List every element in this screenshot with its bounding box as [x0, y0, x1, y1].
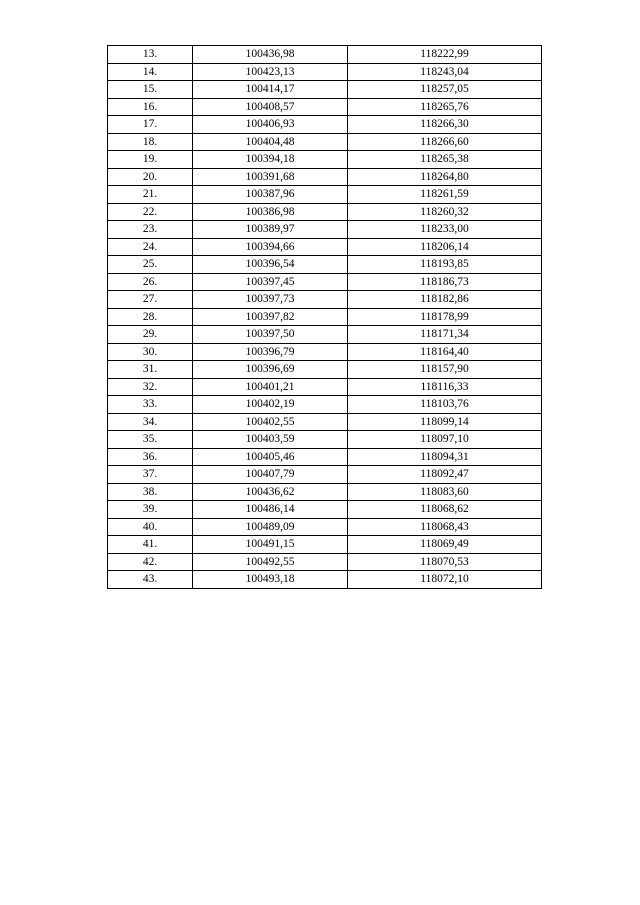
point-number-cell: 21. [108, 186, 193, 204]
x-coordinate-cell: 100389,97 [193, 221, 348, 239]
y-coordinate-cell: 118164,40 [348, 343, 542, 361]
x-coordinate-cell: 100404,48 [193, 133, 348, 151]
point-number-cell: 35. [108, 431, 193, 449]
table-row [108, 116, 542, 134]
x-coordinate-cell: 100396,79 [193, 343, 348, 361]
point-number-cell: 39. [108, 501, 193, 519]
y-coordinate-cell: 118257,05 [348, 81, 542, 99]
point-number-cell: 33. [108, 396, 193, 414]
point-number-cell: 41. [108, 536, 193, 554]
point-number-cell: 37. [108, 466, 193, 484]
point-number-cell: 29. [108, 326, 193, 344]
table-row [108, 571, 542, 589]
x-coordinate-cell: 100414,17 [193, 81, 348, 99]
point-number-cell: 34. [108, 413, 193, 431]
y-coordinate-cell: 118097,10 [348, 431, 542, 449]
y-coordinate-cell: 118264,80 [348, 168, 542, 186]
point-number-cell: 25. [108, 256, 193, 274]
table-row [108, 98, 542, 116]
table-row [108, 273, 542, 291]
point-number-cell: 36. [108, 448, 193, 466]
y-coordinate-cell: 118193,85 [348, 256, 542, 274]
x-coordinate-cell: 100436,98 [193, 46, 348, 64]
table-row [108, 431, 542, 449]
x-coordinate-cell: 100423,13 [193, 63, 348, 81]
y-coordinate-cell: 118103,76 [348, 396, 542, 414]
table-row [108, 256, 542, 274]
x-coordinate-cell: 100405,46 [193, 448, 348, 466]
x-coordinate-cell: 100387,96 [193, 186, 348, 204]
y-coordinate-cell: 118099,14 [348, 413, 542, 431]
y-coordinate-cell: 118072,10 [348, 571, 542, 589]
table-row [108, 168, 542, 186]
point-number-cell: 15. [108, 81, 193, 99]
y-coordinate-cell: 118261,59 [348, 186, 542, 204]
table-row [108, 413, 542, 431]
y-coordinate-cell: 118171,34 [348, 326, 542, 344]
y-coordinate-cell: 118178,99 [348, 308, 542, 326]
point-number-cell: 28. [108, 308, 193, 326]
x-coordinate-cell: 100436,62 [193, 483, 348, 501]
table-row [108, 518, 542, 536]
table-row [108, 483, 542, 501]
y-coordinate-cell: 118266,30 [348, 116, 542, 134]
point-number-cell: 30. [108, 343, 193, 361]
y-coordinate-cell: 118116,33 [348, 378, 542, 396]
table-row [108, 361, 542, 379]
x-coordinate-cell: 100394,18 [193, 151, 348, 169]
point-number-cell: 13. [108, 46, 193, 64]
point-number-cell: 18. [108, 133, 193, 151]
x-coordinate-cell: 100397,82 [193, 308, 348, 326]
point-number-cell: 26. [108, 273, 193, 291]
point-number-cell: 23. [108, 221, 193, 239]
table-row [108, 46, 542, 64]
x-coordinate-cell: 100489,09 [193, 518, 348, 536]
coordinates-table-body [108, 46, 542, 589]
point-number-cell: 24. [108, 238, 193, 256]
x-coordinate-cell: 100394,66 [193, 238, 348, 256]
x-coordinate-cell: 100397,45 [193, 273, 348, 291]
table-row [108, 63, 542, 81]
table-row [108, 151, 542, 169]
y-coordinate-cell: 118182,86 [348, 291, 542, 309]
x-coordinate-cell: 100486,14 [193, 501, 348, 519]
x-coordinate-cell: 100396,69 [193, 361, 348, 379]
y-coordinate-cell: 118092,47 [348, 466, 542, 484]
table-row [108, 81, 542, 99]
table-row [108, 326, 542, 344]
point-number-cell: 43. [108, 571, 193, 589]
x-coordinate-cell: 100491,15 [193, 536, 348, 554]
x-coordinate-cell: 100396,54 [193, 256, 348, 274]
x-coordinate-cell: 100401,21 [193, 378, 348, 396]
x-coordinate-cell: 100407,79 [193, 466, 348, 484]
x-coordinate-cell: 100386,98 [193, 203, 348, 221]
y-coordinate-cell: 118068,62 [348, 501, 542, 519]
x-coordinate-cell: 100402,19 [193, 396, 348, 414]
table-row [108, 133, 542, 151]
x-coordinate-cell: 100492,55 [193, 553, 348, 571]
x-coordinate-cell: 100402,55 [193, 413, 348, 431]
y-coordinate-cell: 118186,73 [348, 273, 542, 291]
point-number-cell: 32. [108, 378, 193, 396]
x-coordinate-cell: 100406,93 [193, 116, 348, 134]
y-coordinate-cell: 118070,53 [348, 553, 542, 571]
table-row [108, 343, 542, 361]
point-number-cell: 40. [108, 518, 193, 536]
point-number-cell: 19. [108, 151, 193, 169]
x-coordinate-cell: 100493,18 [193, 571, 348, 589]
y-coordinate-cell: 118243,04 [348, 63, 542, 81]
y-coordinate-cell: 118265,76 [348, 98, 542, 116]
table-row [108, 203, 542, 221]
y-coordinate-cell: 118094,31 [348, 448, 542, 466]
table-row [108, 448, 542, 466]
y-coordinate-cell: 118266,60 [348, 133, 542, 151]
y-coordinate-cell: 118157,90 [348, 361, 542, 379]
table-row [108, 378, 542, 396]
table-row [108, 553, 542, 571]
x-coordinate-cell: 100391,68 [193, 168, 348, 186]
table-row [108, 221, 542, 239]
point-number-cell: 16. [108, 98, 193, 116]
y-coordinate-cell: 118068,43 [348, 518, 542, 536]
table-row [108, 186, 542, 204]
y-coordinate-cell: 118265,38 [348, 151, 542, 169]
table-row [108, 501, 542, 519]
table-row [108, 536, 542, 554]
point-number-cell: 27. [108, 291, 193, 309]
y-coordinate-cell: 118083,60 [348, 483, 542, 501]
point-number-cell: 20. [108, 168, 193, 186]
y-coordinate-cell: 118260,32 [348, 203, 542, 221]
table-row [108, 396, 542, 414]
point-number-cell: 31. [108, 361, 193, 379]
table-row [108, 308, 542, 326]
point-number-cell: 14. [108, 63, 193, 81]
table-row [108, 466, 542, 484]
y-coordinate-cell: 118206,14 [348, 238, 542, 256]
y-coordinate-cell: 118233,00 [348, 221, 542, 239]
coordinates-table [107, 45, 542, 589]
point-number-cell: 22. [108, 203, 193, 221]
x-coordinate-cell: 100408,57 [193, 98, 348, 116]
x-coordinate-cell: 100397,50 [193, 326, 348, 344]
table-row [108, 291, 542, 309]
point-number-cell: 42. [108, 553, 193, 571]
point-number-cell: 17. [108, 116, 193, 134]
y-coordinate-cell: 118222,99 [348, 46, 542, 64]
point-number-cell: 38. [108, 483, 193, 501]
y-coordinate-cell: 118069,49 [348, 536, 542, 554]
table-row [108, 238, 542, 256]
x-coordinate-cell: 100397,73 [193, 291, 348, 309]
x-coordinate-cell: 100403,59 [193, 431, 348, 449]
